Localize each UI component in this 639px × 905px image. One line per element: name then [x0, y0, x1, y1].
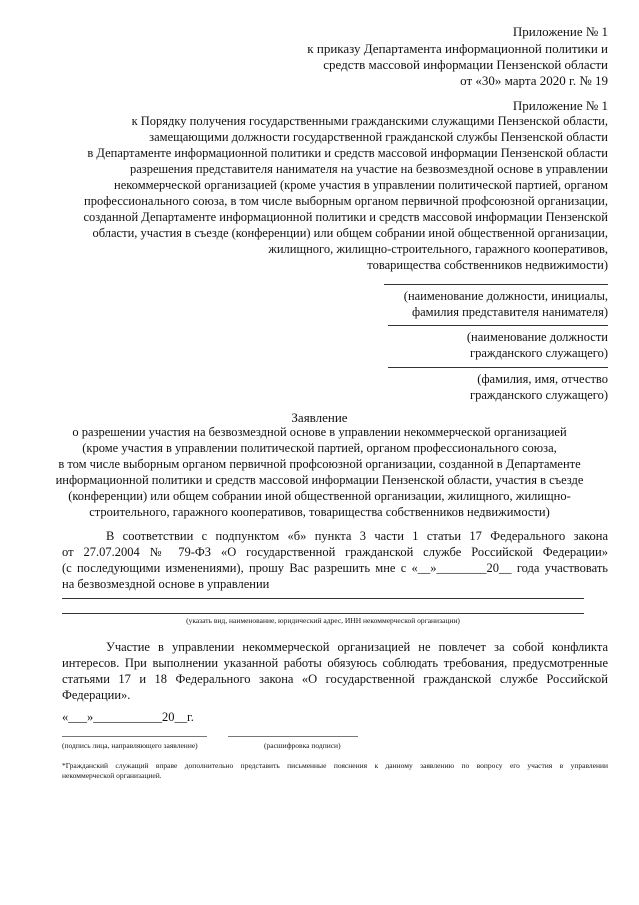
signature-field-line[interactable]	[62, 736, 207, 737]
appendix-second-title: Приложение № 1	[512, 98, 608, 113]
body-para1-line2: от 27.07.2004 № 79-ФЗ «О государственной гражданской службе Российской Федерации»	[62, 545, 608, 559]
appendix-second-line: созданной Департаменте информационной политики и средств массовой информации Пензенской	[83, 210, 608, 224]
organization-field-line1[interactable]	[62, 598, 584, 599]
name-caption-line1: (фамилия, имя, отчество	[477, 372, 608, 386]
decoding-caption: (расшифровка подписи)	[264, 741, 341, 750]
body-para2-line1: Участие в управлении некоммерческой организацией не повлечет за собой конфликта	[106, 640, 608, 654]
position-field-line[interactable]	[388, 325, 608, 326]
appendix-second-line: некоммерческой организацией (кроме участия в управлении политической партией, органом	[114, 178, 608, 192]
statement-line: (кроме участия в управлении политической партией, органом профессионального союза,	[82, 441, 557, 455]
employer-caption-line2: фамилия представителя нанимателя)	[412, 305, 608, 319]
appendix-second-line: жилищного, жилищно-строительного, гаражного кооперативов,	[268, 242, 608, 256]
employer-field-line[interactable]	[384, 284, 608, 285]
appendix-second-line: разрешения представителя нанимателя на участие на безвозмездной основе в управлении	[129, 162, 608, 176]
position-caption-line1: (наименование должности	[466, 330, 608, 344]
appendix-second-line: в Департаменте информационной политики и средств массовой информации Пензенской области	[87, 146, 608, 160]
name-field-line[interactable]	[388, 367, 608, 368]
appendix-second-line: профессионального союза, в том числе выборным органом первичной профсоюзной организации,	[84, 194, 608, 208]
date-field[interactable]: «___»___________20__г.	[62, 710, 194, 724]
statement-title: Заявление	[291, 410, 348, 425]
appendix-second-line: замещающими должности государственной гражданской службы Пензенской области	[149, 130, 608, 144]
appendix-number: Приложение № 1	[512, 24, 608, 39]
name-caption-line2: гражданского служащего)	[469, 388, 608, 402]
body-para1-line3: (с последующими изменениями), прошу Вас разрешить мне с «__»________20__ года участвовать	[62, 561, 608, 575]
body-para2-line3: статьями 17 и 18 Федерального закона «О государственной гражданской службе Российской	[62, 672, 608, 686]
statement-line: о разрешении участия на безвозмездной основе в управлении некоммерческой организацией	[72, 425, 567, 439]
appendix-date-line: от «30» марта 2020 г. № 19	[460, 73, 608, 88]
statement-line: строительного, гаражного кооперативов, товарищества собственников недвижимости)	[89, 505, 550, 519]
body-para1-line1: В соответствии с подпунктом «б» пункта 3 части 1 статьи 17 Федерального закона	[106, 529, 608, 543]
body-para1-line4: на безвозмездной основе в управлении	[62, 577, 270, 591]
statement-line: в том числе выборным органом первичной профсоюзной организации, созданной в Департаменте	[58, 457, 581, 471]
appendix-department-line: средств массовой информации Пензенской области	[323, 57, 608, 72]
body-para2-line4: Федерации».	[62, 688, 131, 702]
footnote-line1: *Гражданский служащий вправе дополнительно представить письменные пояснения к данному заявлению по вопросу его участия в управлении	[62, 761, 608, 770]
appendix-order-line: к приказу Департамента информационной политики и	[307, 41, 608, 56]
footnote-line2: некоммерческой организацией.	[62, 771, 162, 780]
organization-caption: (указать вид, наименование, юридический адрес, ИНН некоммерческой организации)	[186, 616, 460, 625]
decoding-field-line[interactable]	[228, 736, 358, 737]
body-para2-line2: интересов. При выполнении указанной работы обязуюсь соблюдать требования, предусмотренные	[62, 656, 608, 670]
employer-caption-line1: (наименование должности, инициалы,	[403, 289, 608, 303]
appendix-second-line: к Порядку получения государственными гражданскими служащими Пензенской области,	[131, 114, 608, 128]
statement-line: информационной политики и средств массовой информации Пензенской области, участия в съезде	[55, 473, 584, 487]
signature-caption: (подпись лица, направляющего заявление)	[62, 741, 198, 750]
appendix-second-line: области, участия в съезде (конференции) или общем собрании иной общественной организации,	[92, 226, 608, 240]
position-caption-line2: гражданского служащего)	[469, 346, 608, 360]
statement-line: (конференции) или общем собрании иной общественной организации, жилищного, жилищно-	[68, 489, 571, 503]
organization-field-line2[interactable]	[62, 613, 584, 614]
appendix-second-line: товарищества собственников недвижимости)	[367, 258, 608, 272]
